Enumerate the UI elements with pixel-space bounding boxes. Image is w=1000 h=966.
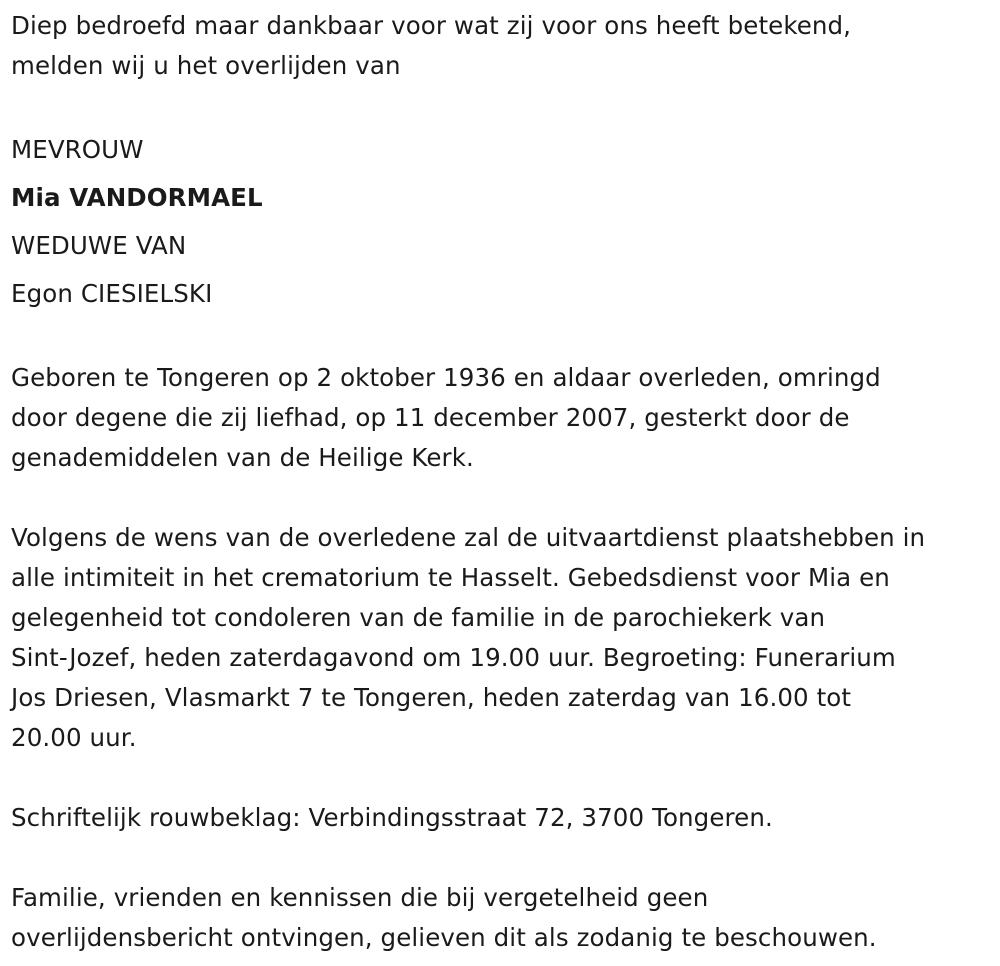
intro-line: melden wij u het overlijden van: [11, 51, 401, 80]
ceremony-line: Sint-Jozef, heden zaterdagavond om 19.00 uur. Begroeting: Funerarium: [11, 643, 896, 672]
birth-death-line: door degene die zij liefhad, op 11 december 2007, gesterkt door de: [11, 403, 850, 432]
ceremony-line: alle intimiteit in het crematorium te Hasselt. Gebedsdienst voor Mia en: [11, 563, 890, 592]
birth-death-paragraph: [11, 358, 993, 478]
death-notice: [11, 6, 993, 958]
intro-paragraph: [11, 6, 993, 86]
closing-paragraph: [11, 878, 993, 958]
deceased-block: [11, 126, 993, 318]
ceremony-line: 20.00 uur.: [11, 723, 137, 752]
deceased-name: Mia VANDORMAEL: [11, 183, 263, 212]
deceased-title: MEVROUW: [11, 135, 144, 164]
ceremony-line: Jos Driesen, Vlasmarkt 7 te Tongeren, heden zaterdag van 16.00 tot: [11, 683, 852, 712]
deceased-relation: WEDUWE VAN: [11, 231, 187, 260]
ceremony-paragraph: [11, 518, 993, 758]
ceremony-line: Volgens de wens van de overledene zal de uitvaartdienst plaatshebben in: [11, 523, 926, 552]
spouse-name: Egon CIESIELSKI: [11, 279, 213, 308]
condolence-line: Schriftelijk rouwbeklag: Verbindingsstraat 72, 3700 Tongeren.: [11, 803, 773, 832]
closing-line: Familie, vrienden en kennissen die bij vergetelheid geen: [11, 883, 709, 912]
intro-line: Diep bedroefd maar dankbaar voor wat zij voor ons heeft betekend,: [11, 11, 852, 40]
birth-death-line: Geboren te Tongeren op 2 oktober 1936 en aldaar overleden, omringd: [11, 363, 881, 392]
birth-death-line: genademiddelen van de Heilige Kerk.: [11, 443, 474, 472]
condolence-paragraph: [11, 798, 993, 838]
closing-line: overlijdensbericht ontvingen, gelieven dit als zodanig te beschouwen.: [11, 923, 877, 952]
ceremony-line: gelegenheid tot condoleren van de familie in de parochiekerk van: [11, 603, 826, 632]
